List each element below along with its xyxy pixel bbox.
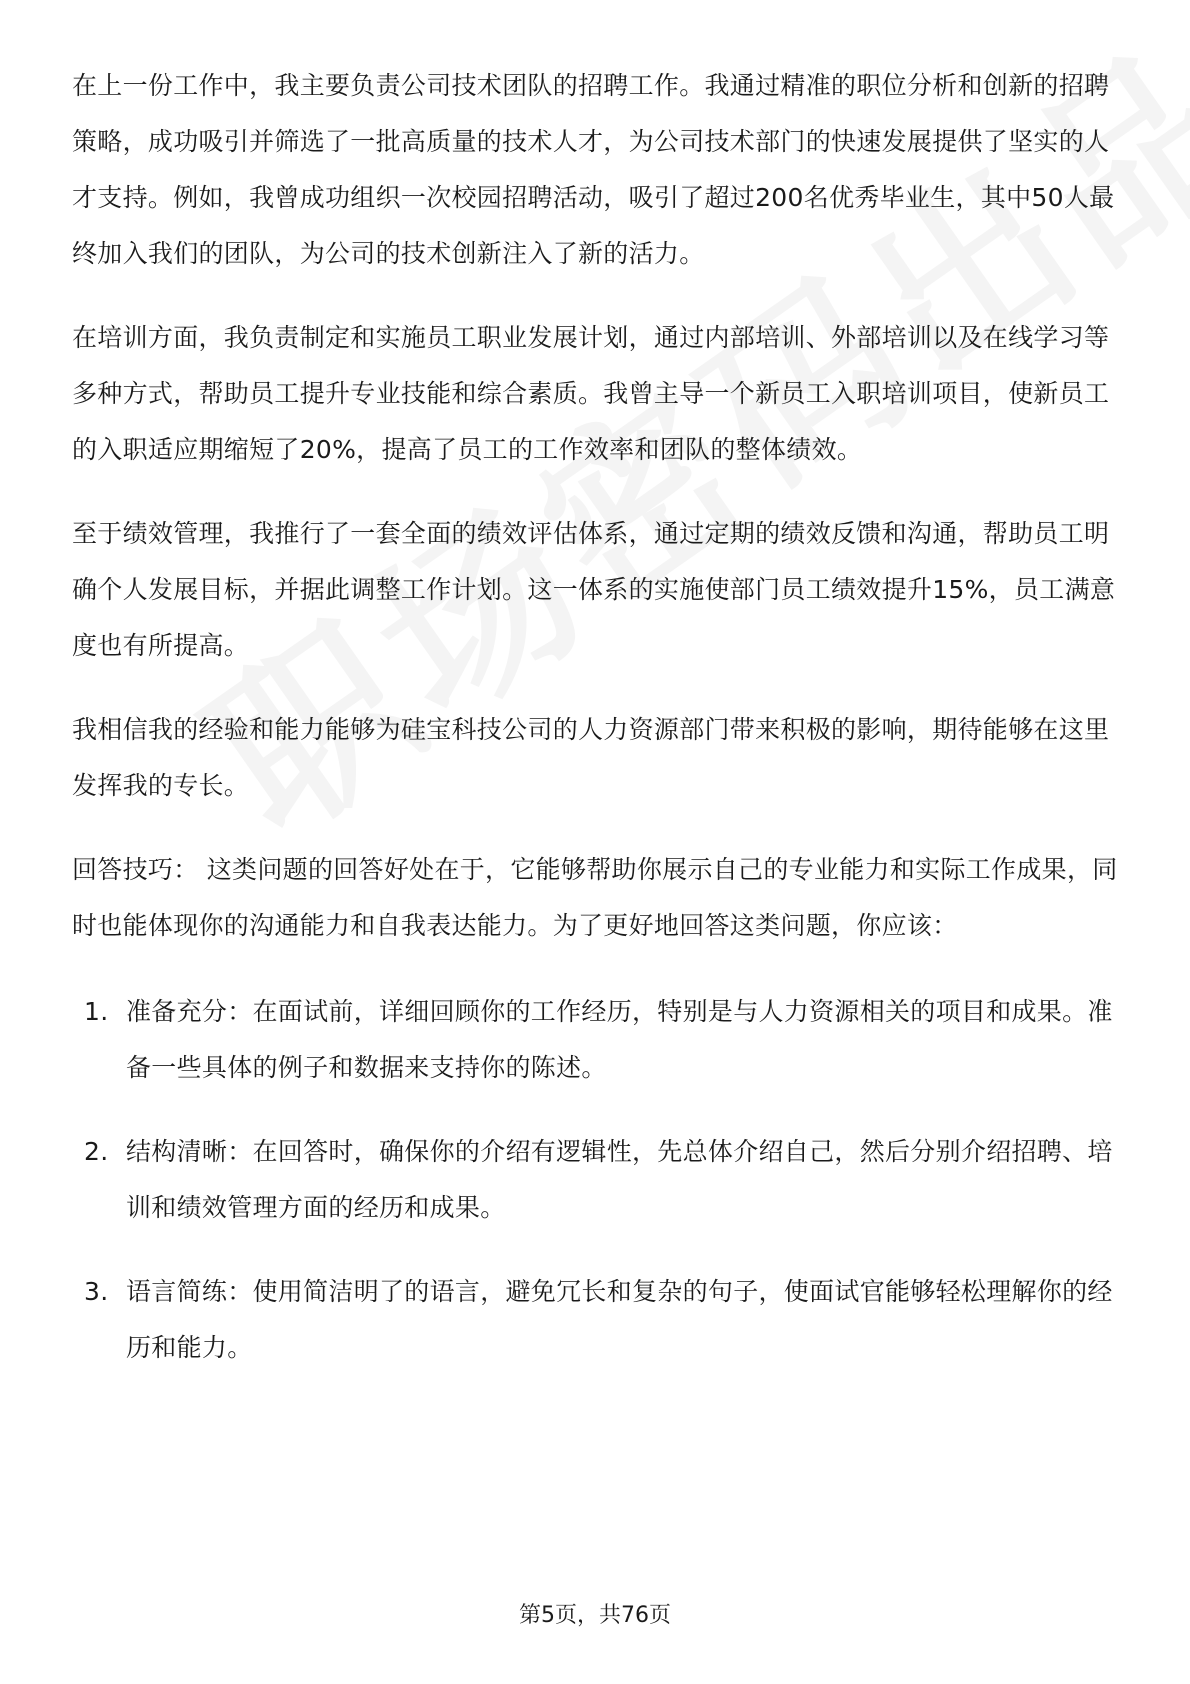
list-item-number: 2. [84,1137,109,1166]
list-item [72,1264,1122,1376]
list-item-text: 结构清晰：在回答时，确保你的介绍有逻辑性，先总体介绍自己，然后分别介绍招聘、培训和绩效管理方面的经历和成果。 [126,1137,1113,1222]
list-item-text: 准备充分：在面试前，详细回顾你的工作经历，特别是与人力资源相关的项目和成果。准备一些具体的例子和数据来支持你的陈述。 [126,997,1113,1082]
tips-list [72,984,1122,1376]
list-item-number: 3. [84,1277,109,1306]
page-number-footer: 第5页，共76页 [519,1603,671,1628]
paragraph-training: 在培训方面，我负责制定和实施员工职业发展计划，通过内部培训、外部培训以及在线学习等多种方式，帮助员工提升专业技能和综合素质。我曾主导一个新员工入职培训项目，使新员工的入职适应期缩短了20%，提高了员工的工作效率和团队的整体绩效。 [72,323,1110,464]
paragraph-closing: 我相信我的经验和能力能够为硅宝科技公司的人力资源部门带来积极的影响，期待能够在这里发挥我的专长。 [72,715,1110,800]
paragraph-recruitment: 在上一份工作中，我主要负责公司技术团队的招聘工作。我通过精准的职位分析和创新的招聘策略，成功吸引并筛选了一批高质量的技术人才，为公司技术部门的快速发展提供了坚实的人才支持。例如，我曾成功组织一次校园招聘活动，吸引了超过200名优秀毕业生，其中50人最终加入我们的团队，为公司的技术创新注入了新的活力。 [72,71,1115,268]
list-item-text: 语言简练：使用简洁明了的语言，避免冗长和复杂的句子，使面试官能够轻松理解你的经历和能力。 [126,1277,1113,1362]
paragraph-performance: 至于绩效管理，我推行了一套全面的绩效评估体系，通过定期的绩效反馈和沟通，帮助员工明确个人发展目标，并据此调整工作计划。这一体系的实施使部门员工绩效提升15%，员工满意度也有所提高。 [72,519,1116,660]
list-item [72,984,1122,1096]
answer-tips-intro: 回答技巧： 这类问题的回答好处在于，它能够帮助你展示自己的专业能力和实际工作成果，同时也能体现你的沟通能力和自我表达能力。为了更好地回答这类问题，你应该： [72,855,1118,940]
document-body [72,58,1122,1404]
list-item-number: 1. [84,997,109,1026]
list-item [72,1124,1122,1236]
